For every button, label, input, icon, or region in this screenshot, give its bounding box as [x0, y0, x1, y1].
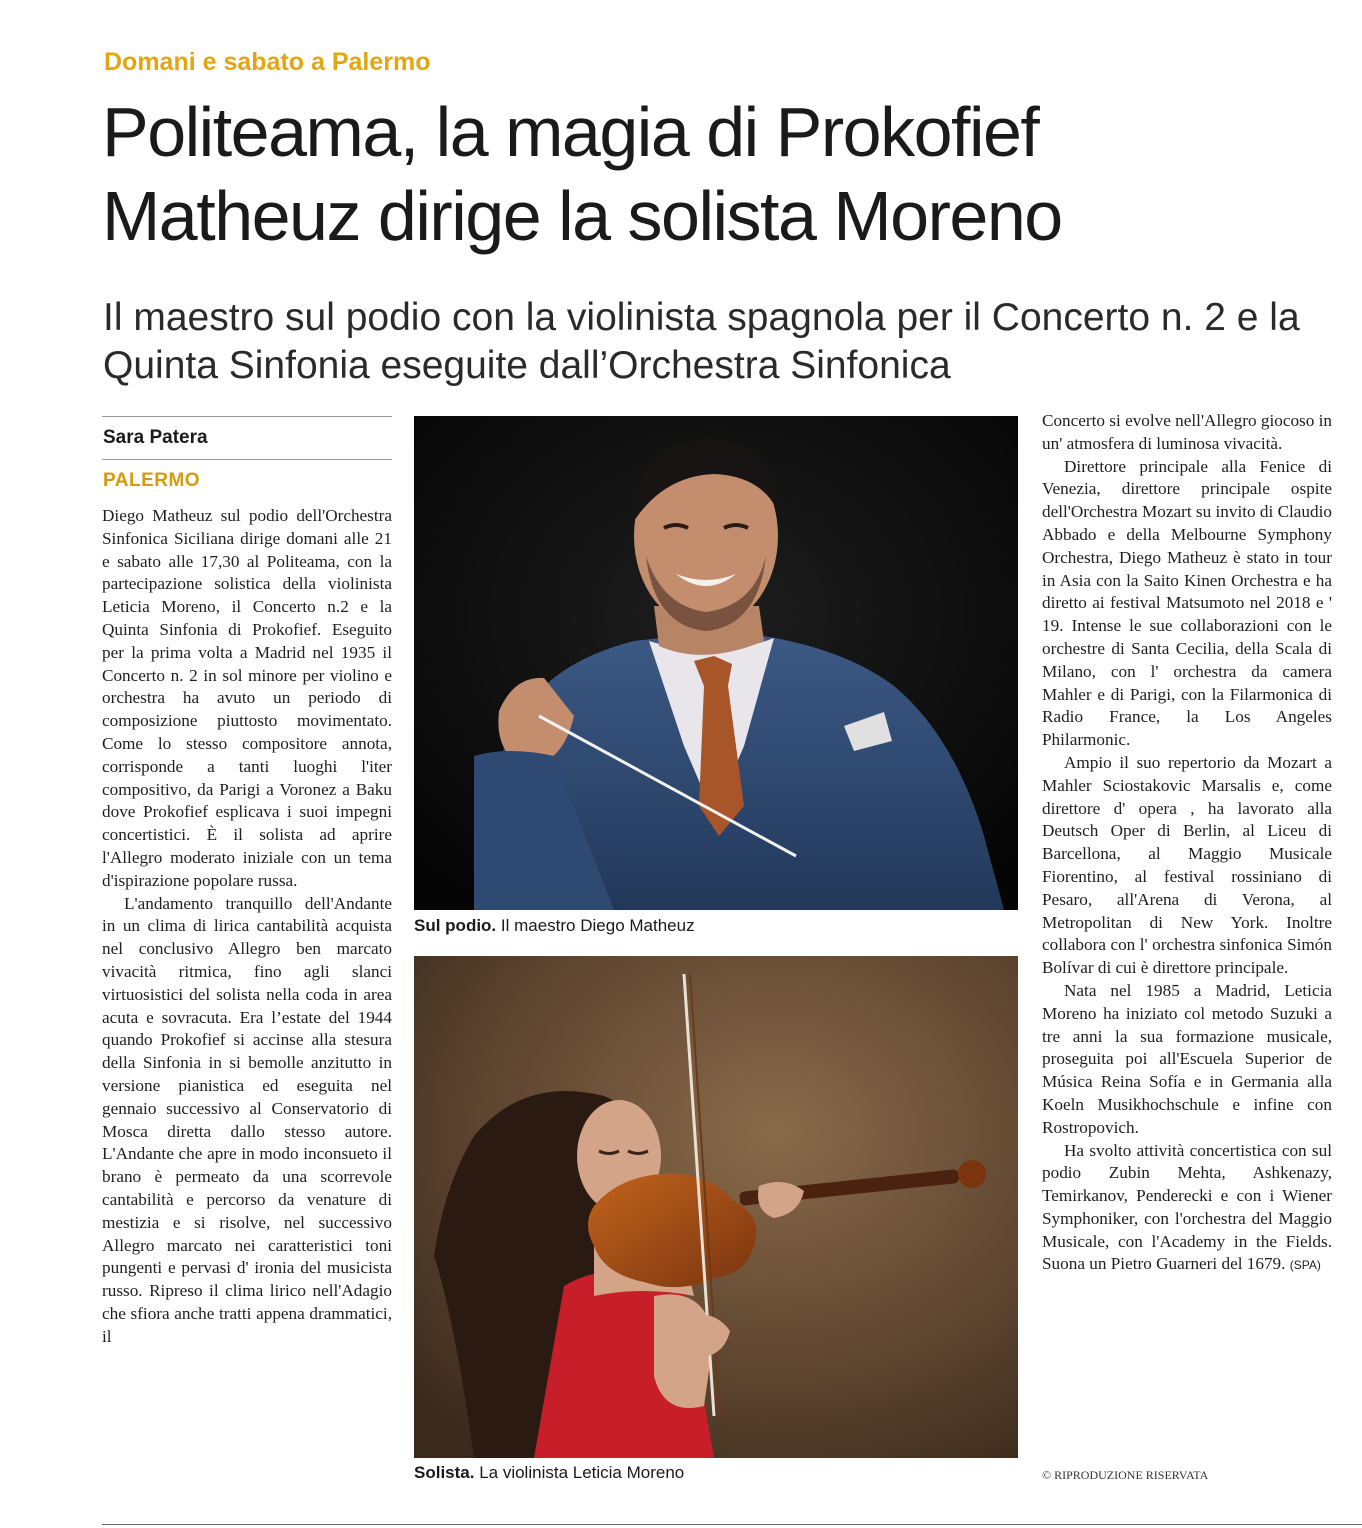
violinist-photo: [414, 956, 1018, 1458]
paragraph-text: Ha svolto attività concertistica con sul podio Zubin Mehta, Ashkenazy, Temirkanov, Penderecki e con i Wiener Symphoniker, con l'orchestra del Maggio Musicale, con l'Academy in the Fields. Suona un Pietro Guarneri del 1679.: [1042, 1140, 1332, 1274]
caption-text: La violinista Leticia Moreno: [474, 1463, 685, 1482]
headline-line-1: Politeama, la magia di Prokofief: [102, 93, 1039, 171]
dateline: PALERMO: [103, 470, 201, 491]
conductor-photo: [414, 416, 1018, 910]
conductor-photo-caption: [414, 916, 695, 936]
article-column-1: [102, 505, 392, 1348]
paragraph: Concerto si evolve nell'Allegro giocoso in un' atmosfera di luminosa vivacità.: [1042, 411, 1332, 453]
caption-lead: Solista.: [414, 1463, 475, 1482]
byline-bottom-rule: [102, 459, 392, 460]
page-bottom-rule: [102, 1524, 1362, 1525]
article-column-3: [1042, 410, 1332, 1277]
caption-text: Il maestro Diego Matheuz: [496, 916, 695, 935]
paragraph: [1042, 1140, 1332, 1278]
violinist-photo-caption: [414, 1463, 684, 1483]
paragraph: Ampio il suo repertorio da Mozart a Mahler Sciostakovic Marsalis e, come direttore d' opera , ha lavorato alla Deutsch Oper di Berlin, al Liceu di Barcellona, al Maggio Musicale Fiorentino, al festival rossiniano di Pesaro, all'Arena di Verona, al Metropolitan di New York. Inoltre collabora con l' orchestra sinfonica Simón Bolívar di cui è direttore principale.: [1042, 752, 1332, 978]
paragraph: Nata nel 1985 a Madrid, Leticia Moreno ha iniziato col metodo Suzuki a tre anni la sua formazione musicale, proseguita poi all'Escuela Superior de Música Reina Sofía e in Germania alla Koeln Musikhochschule e infine con Rostropovich.: [1042, 980, 1332, 1137]
agency-tag: (SPA): [1289, 1258, 1321, 1273]
caption-lead: Sul podio.: [414, 916, 497, 935]
headline-line-2: Matheuz dirige la solista Moreno: [102, 177, 1062, 255]
headline: [102, 90, 1352, 258]
copyright-notice: © RIPRODUZIONE RISERVATA: [1042, 1468, 1209, 1482]
paragraph: L'andamento tranquillo dell'Andante in un clima di lirica cantabilità acquista nel conclusivo Allegro ben marcato vivacità ritmica, fino agli slanci virtuosistici del solista nella coda in area acuta e sovracuta. Era l’estate del 1944 quando Prokofief si accinse alla stesura della Sinfonia in si bemolle anzitutto in versione pianistica ed eseguita nel gennaio successivo al Conservatorio di Mosca diretta dallo stesso autore. L'Andante che apre in modo inconsueto il brano è permeato da una scorrevole cantabilità e percorso da venature di mestizia e si risolve, nel successivo Allegro marcato nei caratteristici toni pungenti e pervasi d' ironia del musicista russo. Ripreso il clima lirico nell'Adagio che sfiora anche tratti appena drammatici, il: [102, 893, 392, 1346]
byline: Sara Patera: [103, 427, 208, 448]
byline-top-rule: [102, 416, 392, 417]
subheadline: Il maestro sul podio con la violinista spagnola per il Concerto n. 2 e la Quinta Sinfonia eseguite dall’Orchestra Sinfonica: [103, 296, 1300, 387]
paragraph: Direttore principale alla Fenice di Venezia, direttore principale ospite dell'Orchestra Mozart su invito di Claudio Abbado e della Melbourne Symphony Orchestra, Diego Matheuz è stato in tour in Asia con la Saito Kinen Orchestra e ha diretto ai festival Matsumoto nel 2018 e ' 19. Intense le sue collaborazioni con le orchestre di Santa Cecilia, della Scala di Milano, con l' orchestra da camera Mahler e di Parigi, con la Filarmonica di Radio France, la Los Angeles Philarmonic.: [1042, 456, 1332, 750]
kicker: Domani e sabato a Palermo: [104, 48, 431, 76]
paragraph: Diego Matheuz sul podio dell'Orchestra Sinfonica Siciliana dirige domani alle 21 e sabato alle 17,30 al Politeama, con la partecipazione solistica della violinista Leticia Moreno, il Concerto n.2 e la Quinta Sinfonia di Prokofief. Eseguito per la prima volta a Madrid nel 1935 il Concerto n. 2 in sol minore per violino e orchestra ha avuto un periodo di composizione piuttosto movimentato. Come lo stesso compositore annota, corrisponde a tanti luoghi l'iter compositivo, da Parigi a Voronez a Baku dove Prokofief esplicava i suoi impegni concertistici. È il solista ad aprire l'Allegro moderato iniziale con un tema d'ispirazione popolare russa.: [102, 506, 392, 890]
